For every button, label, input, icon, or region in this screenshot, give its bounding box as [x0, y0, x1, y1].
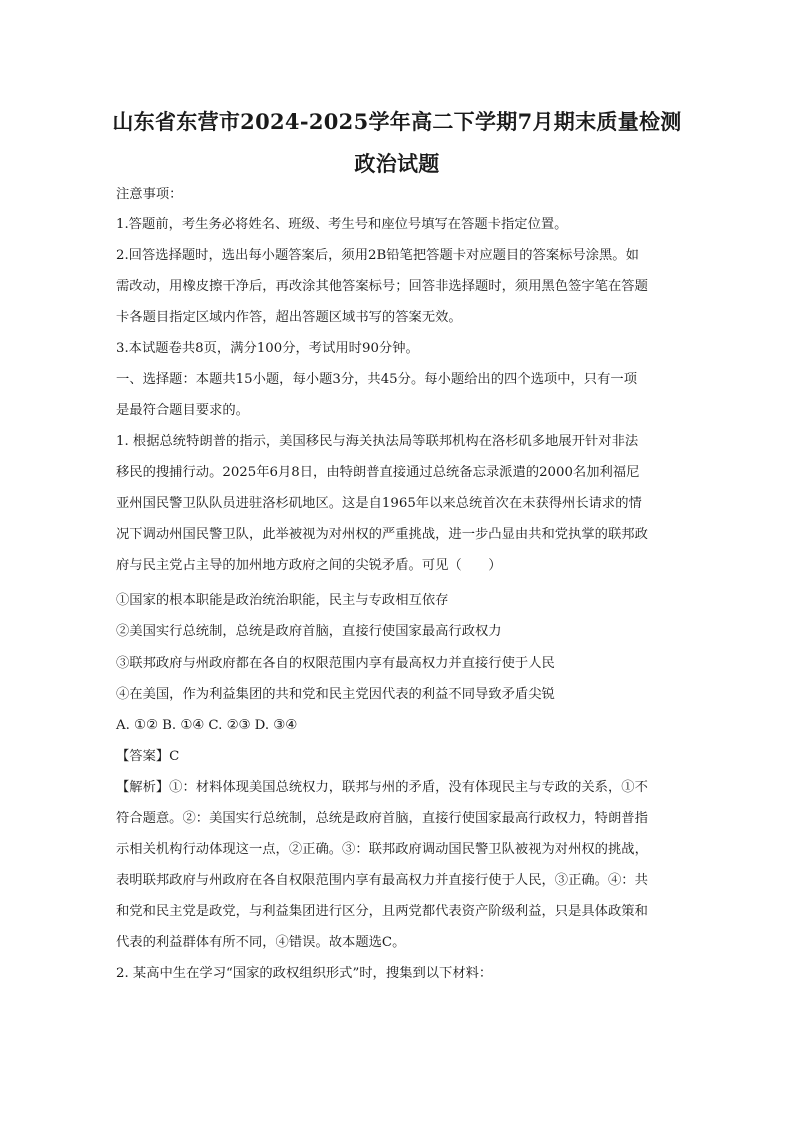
question-1-line-5: 府与民主党占主导的加州地方政府之间的尖锐矛盾。可见（ ） — [116, 558, 502, 573]
notice-heading: 注意事项： — [116, 187, 183, 202]
question-1-analysis-line-5: 和党和民主党是政党，与利益集团进行区分，且两党都代表资产阶级利益，只是具体政策和 — [116, 904, 648, 919]
question-1-analysis-line-6: 代表的利益群体有所不同，④错误。故本题选C。 — [116, 935, 406, 950]
question-1-analysis-line-3: 示相关机构行动体现这一点，②正确。③：联邦政府调动国民警卫队被视为对州权的挑战， — [116, 842, 648, 857]
notice-item-2-line-2: 需改动，用橡皮擦干净后，再改涂其他答案标号；回答非选择题时，须用黑色签字笔在答题 — [116, 279, 648, 294]
question-2-line-1: 2. 某高中生在学习“国家的政权组织形式”时，搜集到以下材料： — [116, 966, 493, 981]
notice-item-3: 3.本试题卷共8页，满分100分，考试用时90分钟。 — [116, 341, 419, 356]
question-1-analysis-line-4: 表明联邦政府与州政府在各自权限范围内享有最高权力并直接行使于人民，③正确。④：共 — [116, 873, 648, 888]
notice-item-2-line-3: 卡各题目指定区域内作答，超出答题区域书写的答案无效。 — [116, 310, 462, 325]
question-1-option-2: ②美国实行总统制，总统是政府首脑，直接行使国家最高行政权力 — [116, 624, 502, 639]
question-1-line-3: 亚州国民警卫队队员进驻洛杉矶地区。这是自1965年以来总统首次在未获得州长请求的情 — [116, 496, 642, 511]
question-1-analysis-line-1: 【解析】①：材料体现美国总统权力，联邦与州的矛盾，没有体现民主与专政的关系，①不 — [116, 780, 648, 795]
question-1-line-1: 1. 根据总统特朗普的指示，美国移民与海关执法局等联邦机构在洛杉矶多地展开针对非法 — [116, 434, 639, 449]
page-title: 山东省东营市2024-2025学年高二下学期7月期末质量检测 — [112, 109, 682, 134]
question-1-analysis-line-2: 符合题意。②：美国实行总统制，总统是政府首脑，直接行使国家最高行政权力，特朗普指 — [116, 811, 648, 826]
question-1-option-1: ①国家的根本职能是政治统治职能，民主与专政相互依存 — [116, 593, 449, 608]
question-1-option-4: ④在美国，作为利益集团的共和党和民主党因代表的利益不同导致矛盾尖锐 — [116, 687, 555, 702]
question-1-line-4: 况下调动州国民警卫队，此举被视为对州权的严重挑战，进一步凸显由共和党执掌的联邦政 — [116, 527, 648, 542]
section-heading-line-1: 一、选择题：本题共15小题，每小题3分，共45分。每小题给出的四个选项中，只有一项 — [116, 372, 637, 387]
section-heading-line-2: 是最符合题目要求的。 — [116, 403, 249, 418]
question-1-option-3: ③联邦政府与州政府都在各自的权限范围内享有最高权力并直接行使于人民 — [116, 656, 555, 671]
question-1-choices: A. ①② B. ①④ C. ②③ D. ③④ — [116, 718, 298, 733]
question-1-answer: 【答案】C — [116, 749, 180, 764]
page-subtitle: 政治试题 — [354, 151, 440, 176]
notice-item-1: 1.答题前，考生务必将姓名、班级、考生号和座位号填写在答题卡指定位置。 — [116, 217, 568, 232]
notice-item-2-line-1: 2.回答选择题时，选出每小题答案后，须用2B铅笔把答题卡对应题目的答案标号涂黑。如 — [116, 248, 639, 263]
question-1-line-2: 移民的搜捕行动。2025年6月8日，由特朗普直接通过总统备忘录派遣的2000名加利福尼 — [116, 465, 640, 480]
